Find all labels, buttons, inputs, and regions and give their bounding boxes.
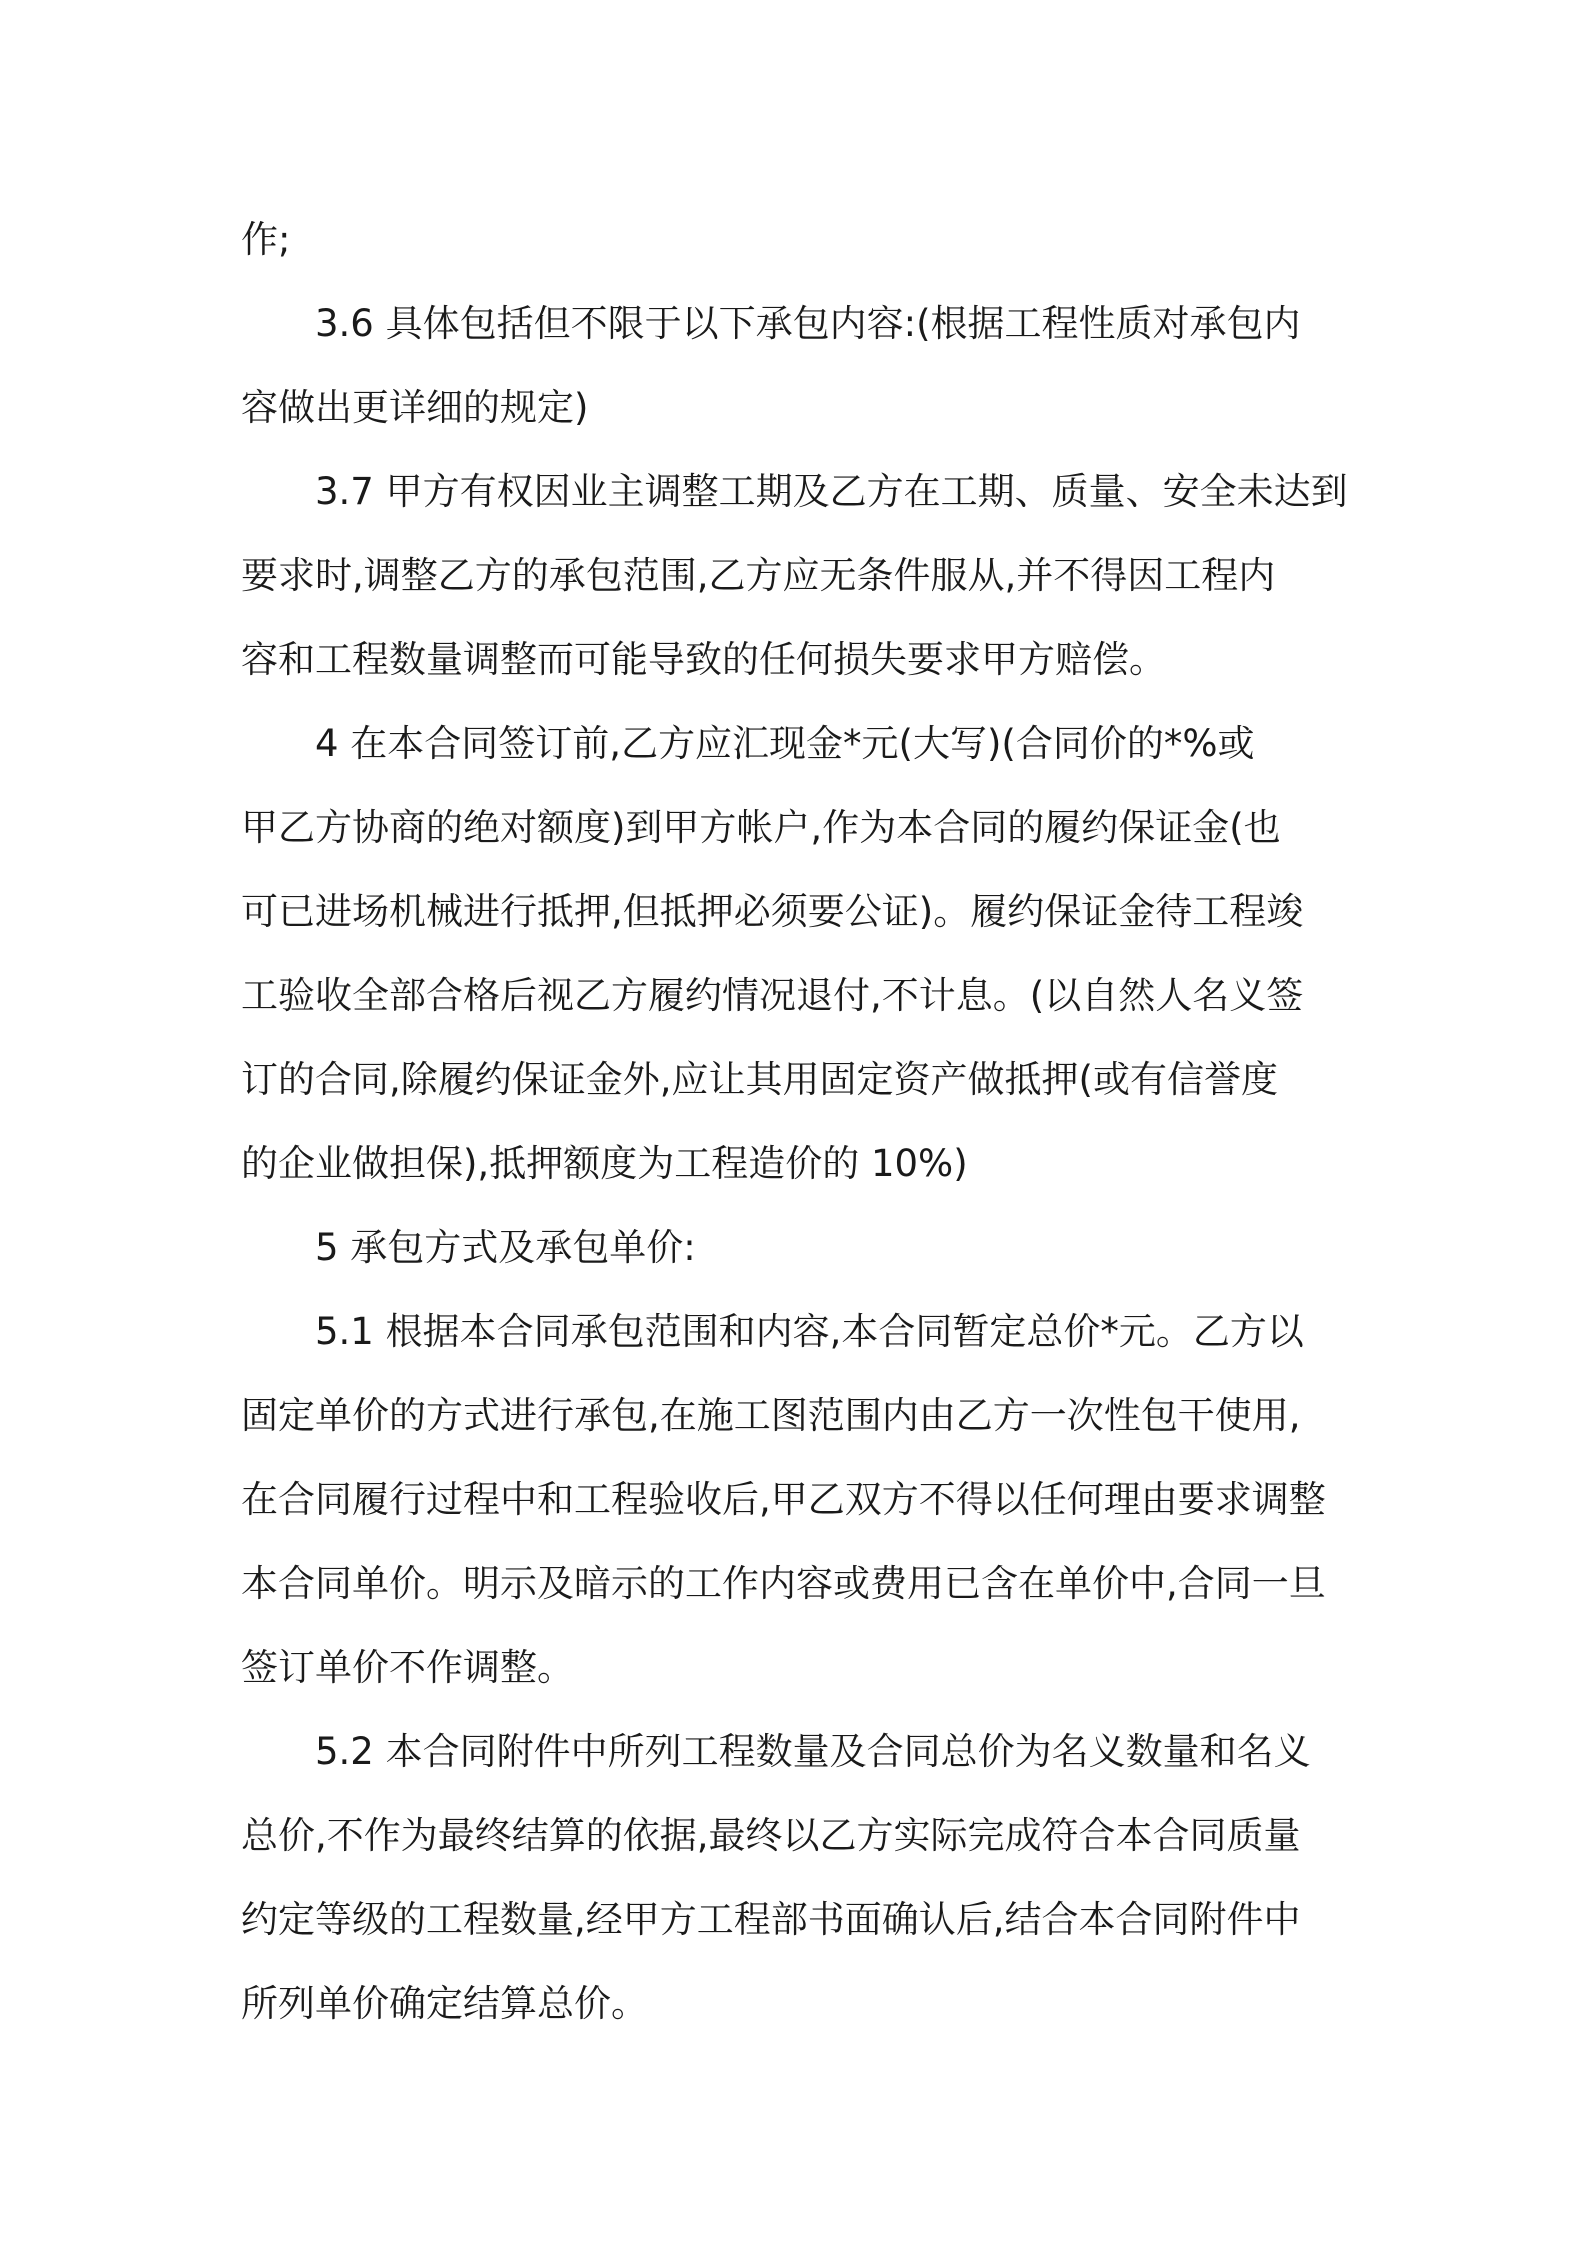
clause-3-7-line: 3.7 甲方有权因业主调整工期及乙方在工期、质量、安全未达到 xyxy=(315,470,1348,513)
clause-3-6-line: 3.6 具体包括但不限于以下承包内容:(根据工程性质对承包内 xyxy=(315,302,1301,345)
text-line: 要求时,调整乙方的承包范围,乙方应无条件服从,并不得因工程内 xyxy=(241,554,1276,597)
text-line: 在合同履行过程中和工程验收后,甲乙双方不得以任何理由要求调整 xyxy=(241,1478,1326,1521)
text-line: 总价,不作为最终结算的依据,最终以乙方实际完成符合本合同质量 xyxy=(241,1814,1301,1857)
contract-body-text xyxy=(241,198,1357,2046)
text-line: 约定等级的工程数量,经甲方工程部书面确认后,结合本合同附件中 xyxy=(241,1898,1301,1941)
text-line: 订的合同,除履约保证金外,应让其用固定资产做抵押(或有信誉度 xyxy=(241,1058,1278,1101)
text-line: 的企业做担保),抵押额度为工程造价的 10%) xyxy=(241,1142,968,1185)
text-line: 所列单价确定结算总价。 xyxy=(241,1982,648,2025)
text-line: 作; xyxy=(241,218,291,261)
text-line: 签订单价不作调整。 xyxy=(241,1646,574,1689)
text-line: 固定单价的方式进行承包,在施工图范围内由乙方一次性包干使用, xyxy=(241,1394,1301,1437)
text-line: 容做出更详细的规定) xyxy=(241,386,589,429)
clause-4-line: 4 在本合同签订前,乙方应汇现金*元(大写)(合同价的*%或 xyxy=(315,722,1255,765)
clause-5-1-line: 5.1 根据本合同承包范围和内容,本合同暂定总价*元。乙方以 xyxy=(315,1310,1304,1353)
clause-5-heading: 5 承包方式及承包单价: xyxy=(315,1226,696,1269)
text-line: 本合同单价。明示及暗示的工作内容或费用已含在单价中,合同一旦 xyxy=(241,1562,1326,1605)
text-line: 工验收全部合格后视乙方履约情况退付,不计息。(以自然人名义签 xyxy=(241,974,1304,1017)
text-line: 可已进场机械进行抵押,但抵押必须要公证)。履约保证金待工程竣 xyxy=(241,890,1304,933)
text-line: 容和工程数量调整而可能导致的任何损失要求甲方赔偿。 xyxy=(241,638,1166,681)
text-line: 甲乙方协商的绝对额度)到甲方帐户,作为本合同的履约保证金(也 xyxy=(241,806,1281,849)
clause-5-2-line: 5.2 本合同附件中所列工程数量及合同总价为名义数量和名义 xyxy=(315,1730,1311,1773)
